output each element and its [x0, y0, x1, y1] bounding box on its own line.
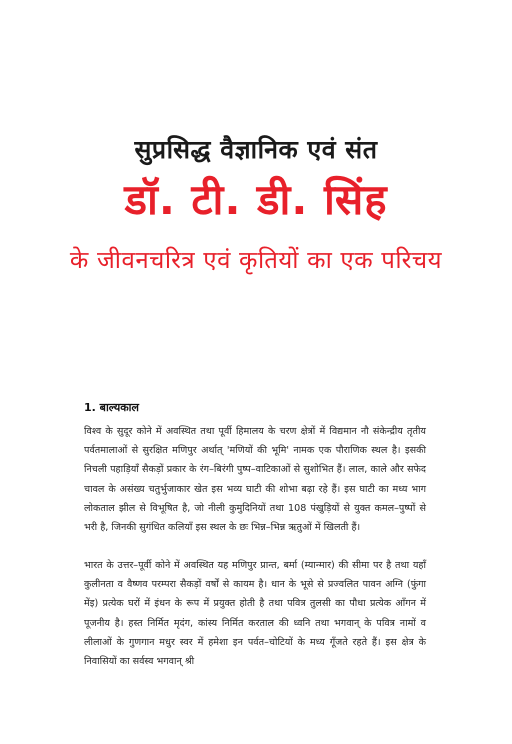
paragraph: विश्व के सुदूर कोने में अवस्थित तथा पूर्वी हिमालय के चरण क्षेत्रों में विद्यमान नौ संकेन्द्रीय तृतीय पर्वतमालाओं से सुरक्षित मणिपुर अर्थात् 'मणियों की भूमि' नामक एक पौराणिक स्थल है। इसकी निचली पहाड़ियाँ सैकड़ों प्रकार के रंग–बिरंगी पुष्प–वाटिकाओं से सुशोभित हैं। लाल, काले और सफेद चावल के असंख्य चतुर्भुजाकार खेत इस भव्य घाटी की शोभा बढ़ा रहे हैं। इस घाटी का मध्य भाग लोकताल झील से विभूषित है, जो नीली कुमुदिनियों तथा 108 पंखुड़ियों से युक्त कमल–पुष्पों से भरी है, जिनकी सुगंधित कलियाँ इस स्थल के छः भिन्न–भिन्न ऋतुओं में खिलती हैं। [84, 426, 426, 534]
page-title: डॉ. टी. डी. सिंह [124, 175, 388, 224]
paragraph: भारत के उत्तर–पूर्वी कोने में अवस्थित यह मणिपुर प्रान्त, बर्मा (म्यान्मार) की सीमा पर है तथा यहाँ कुलीनता व वैष्णव परम्परा सैकड़ों वर्षों से कायम है। धान के भूसे से प्रज्वलित पावन अग्नि (फुंगा मेंइ) प्रत्येक घरों में इंधन के रूप में प्रयुक्त होती है तथा पवित्र तुलसी का पौधा प्रत्येक आँगन में पूजनीय है। हस्त निर्मित मृदंग, कांस्य निर्मित करताल की ध्वनि तथा भगवान् के पवित्र नामों व लीलाओं के गुणगान मधुर स्वर में हमेशा इन पर्वत–चोटियों के मध्य गूँजते रहते हैं। इस क्षेत्र के निवासियों का सर्वस्व भगवान् श्री [84, 560, 426, 668]
section-heading: 1. बाल्यकाल [84, 401, 139, 414]
subtitle: के जीवनचरित्र एवं कृतियों का एक परिचय [69, 246, 443, 274]
supertitle: सुप्रसिद्ध वैज्ञानिक एवं संत [134, 135, 378, 164]
